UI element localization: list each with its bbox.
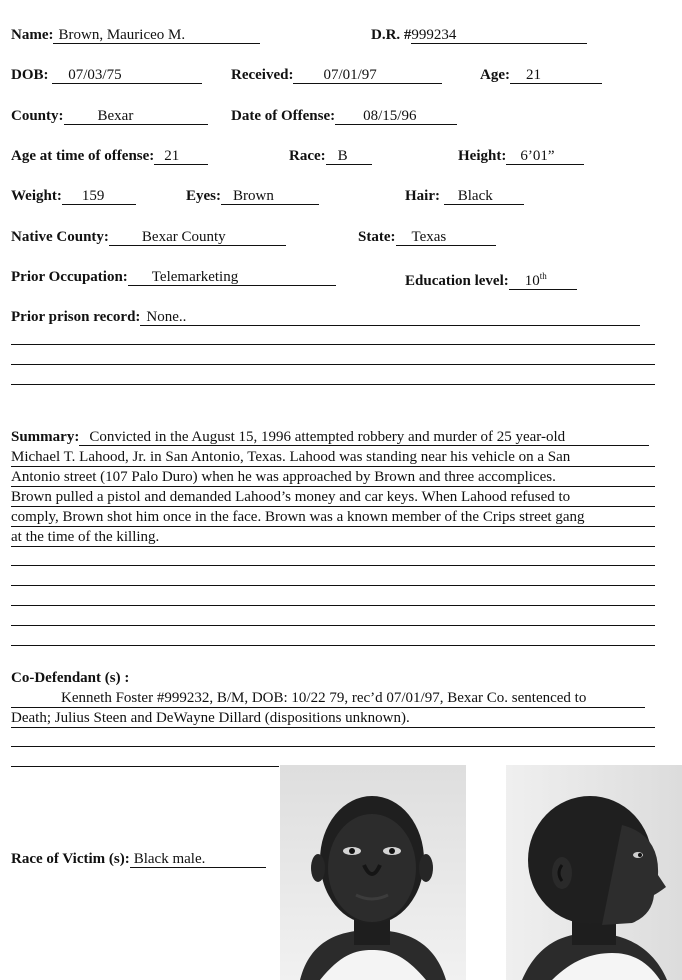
name-label: Name: xyxy=(11,27,54,43)
summary-line: Brown pulled a pistol and demanded Lahood’s money and car keys. When Lahood refused to xyxy=(11,489,655,507)
age-at-offense-field xyxy=(11,148,208,165)
date-of-offense-field xyxy=(231,108,457,125)
summary-line: Michael T. Lahood, Jr. in San Antonio, Texas. Lahood was standing near his vehicle on a San xyxy=(11,449,655,467)
race-label: Race: xyxy=(289,148,326,164)
blank-line xyxy=(11,585,655,586)
received-value: 07/01/97 xyxy=(293,68,442,84)
prior-prison-value: None.. xyxy=(140,310,640,326)
summary-line: Antonio street (107 Palo Duro) when he was approached by Brown and three accomplices. xyxy=(11,469,655,487)
age-field xyxy=(480,67,602,84)
name-value: Brown, Mauriceo M. xyxy=(53,28,260,44)
eyes-value: Brown xyxy=(221,189,319,205)
age-at-offense-value: 21 xyxy=(154,149,208,165)
name-field xyxy=(11,27,260,44)
summary-first-line xyxy=(11,429,649,446)
state-label: State: xyxy=(358,229,396,245)
prior-occupation-label: Prior Occupation: xyxy=(11,269,128,285)
dob-value: 07/03/75 xyxy=(52,68,202,84)
mugshot-front-photo xyxy=(280,765,466,980)
dr-number-label: D.R. # xyxy=(371,27,412,43)
date-of-offense-label: Date of Offense: xyxy=(231,108,336,124)
codefendant-line: Kenneth Foster #999232, B/M, DOB: 10/22 79, rec’d 07/01/97, Bexar Co. sentenced to xyxy=(11,690,645,708)
county-value: Bexar xyxy=(64,109,208,125)
blank-line xyxy=(11,625,655,626)
education-label: Education level: xyxy=(405,273,509,289)
blank-line xyxy=(11,605,655,606)
county-label: County: xyxy=(11,108,64,124)
blank-line xyxy=(11,384,655,385)
summary-line: Convicted in the August 15, 1996 attempted robbery and murder of 25 year-old xyxy=(79,430,649,446)
summary-line: comply, Brown shot him once in the face. Brown was a known member of the Crips street gang xyxy=(11,509,655,527)
age-value: 21 xyxy=(510,68,602,84)
summary-line: at the time of the killing. xyxy=(11,529,655,547)
hair-field xyxy=(405,188,524,205)
education-suffix: th xyxy=(539,271,547,281)
education-field xyxy=(405,269,577,290)
blank-line xyxy=(11,746,655,747)
prior-occupation-field xyxy=(11,269,336,286)
victim-race-row xyxy=(11,851,266,868)
mugshot-profile-photo xyxy=(482,765,682,980)
native-county-value: Bexar County xyxy=(109,230,286,246)
age-at-offense-label: Age at time of offense: xyxy=(11,148,155,164)
weight-label: Weight: xyxy=(11,188,62,204)
hair-value: Black xyxy=(444,189,524,205)
eyes-field xyxy=(186,188,319,205)
race-field xyxy=(289,148,372,165)
summary-label: Summary: xyxy=(11,429,80,445)
age-label: Age: xyxy=(480,67,510,83)
prior-prison-label: Prior prison record: xyxy=(11,309,141,325)
codefendant-line: Death; Julius Steen and DeWayne Dillard (dispositions unknown). xyxy=(11,710,655,728)
hair-label: Hair: xyxy=(405,188,440,204)
dob-field xyxy=(11,67,202,84)
blank-line xyxy=(11,565,655,566)
prior-prison-field xyxy=(11,309,640,326)
blank-line xyxy=(11,344,655,345)
victim-race-value: Black male. xyxy=(130,852,266,868)
weight-value: 159 xyxy=(62,189,136,205)
eyes-label: Eyes: xyxy=(186,188,221,204)
native-county-label: Native County: xyxy=(11,229,109,245)
race-value: B xyxy=(326,149,372,165)
blank-line xyxy=(11,364,655,365)
state-value: Texas xyxy=(396,230,496,246)
received-field xyxy=(231,67,442,84)
height-field xyxy=(458,148,584,165)
blank-line xyxy=(11,645,655,646)
education-value: 10 xyxy=(524,273,540,289)
weight-field xyxy=(11,188,136,205)
prior-occupation-value: Telemarketing xyxy=(128,270,336,286)
dr-number-field xyxy=(371,27,587,44)
education-value-wrap xyxy=(509,269,577,290)
received-label: Received: xyxy=(231,67,294,83)
dr-number-value: 999234 xyxy=(411,28,587,44)
state-field xyxy=(358,229,496,246)
native-county-field xyxy=(11,229,286,246)
date-of-offense-value: 08/15/96 xyxy=(335,109,457,125)
height-value: 6’01” xyxy=(506,149,584,165)
dob-label: DOB: xyxy=(11,67,49,83)
county-field xyxy=(11,108,208,125)
codefendant-label: Co-Defendant (s) : xyxy=(11,670,130,686)
blank-line xyxy=(11,766,279,767)
height-label: Height: xyxy=(458,148,507,164)
victim-race-label: Race of Victim (s): xyxy=(11,851,130,867)
